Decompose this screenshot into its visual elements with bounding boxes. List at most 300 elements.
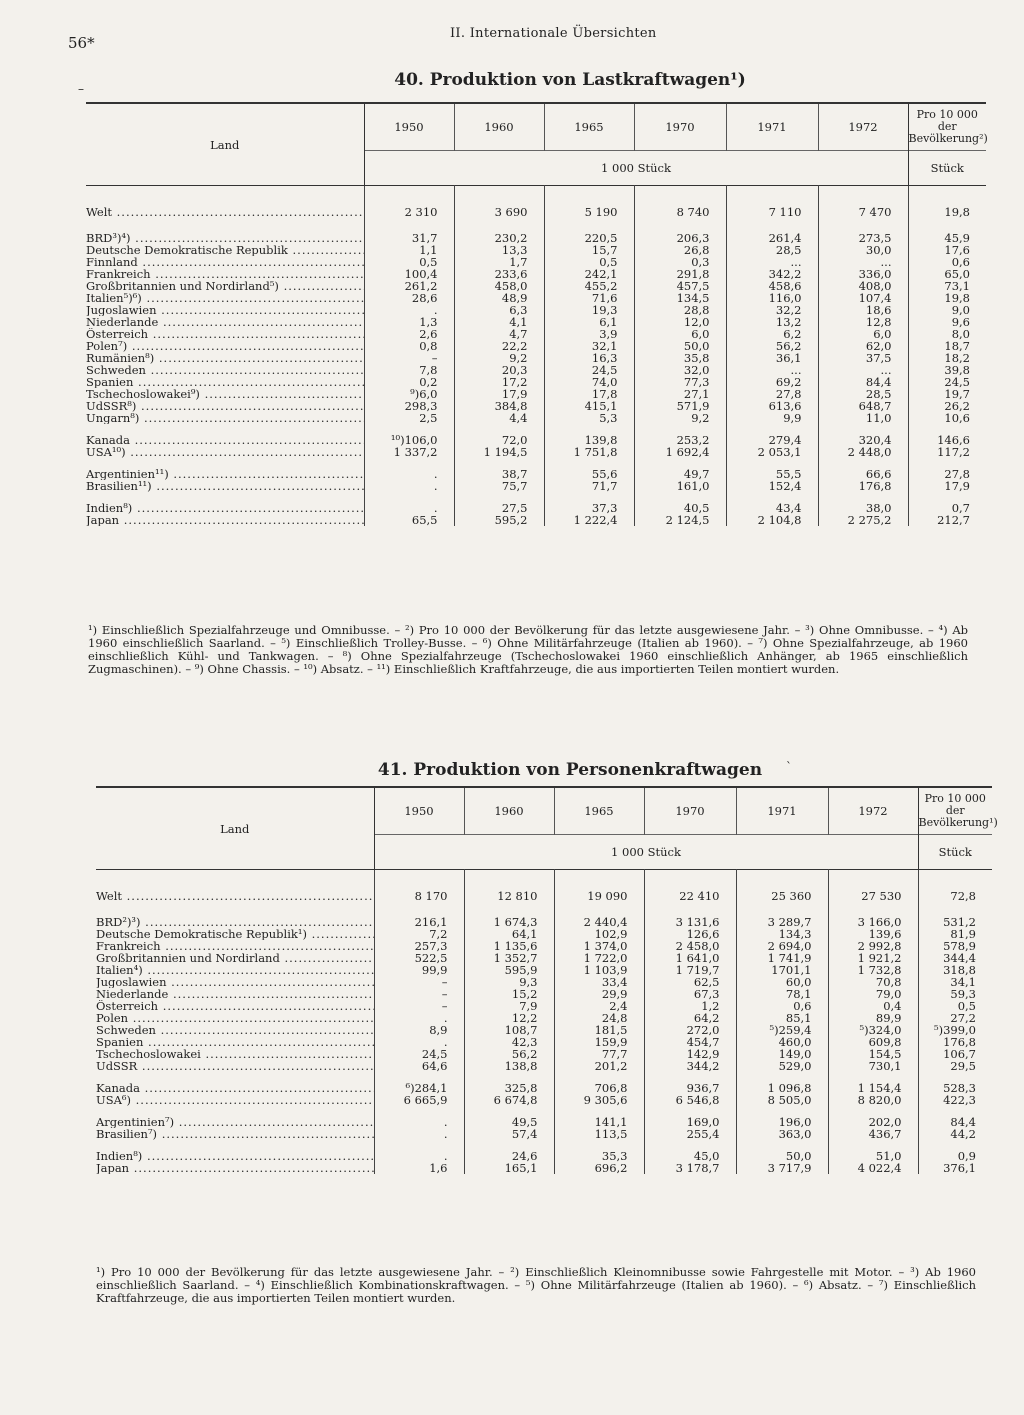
value-cell: 64,1 [464, 928, 554, 940]
value-cell: 9,2 [634, 412, 726, 424]
value-cell: 202,0 [828, 1116, 918, 1128]
value-cell: 261,2 [364, 280, 454, 292]
value-cell: 24,5 [374, 1048, 464, 1060]
value-cell: 77,7 [554, 1048, 644, 1060]
table-row [86, 268, 986, 280]
spacer-cell [86, 218, 364, 232]
value-cell: 71,7 [544, 480, 634, 492]
value-cell: 730,1 [828, 1060, 918, 1072]
per-capita-cell: 9,6 [908, 316, 986, 328]
country-label: Kanada ..... [86, 434, 364, 446]
value-cell: 78,1 [736, 988, 828, 1000]
per-capita-cell: 17,9 [908, 480, 986, 492]
country-name [86, 268, 364, 280]
table-row [96, 1060, 992, 1072]
unit-header: 1 000 Stück [374, 835, 918, 870]
country-label: Schweden ..... [86, 364, 364, 376]
value-cell: 272,0 [644, 1024, 736, 1036]
value-cell: 325,8 [464, 1082, 554, 1094]
value-cell: 2 448,0 [818, 446, 908, 458]
value-cell: 161,0 [634, 480, 726, 492]
country-name [86, 434, 364, 446]
spacer-cell [454, 424, 544, 434]
spacer-cell [364, 218, 454, 232]
country-label: Kanada ..... [96, 1082, 374, 1094]
per-capita-cell: 528,3 [918, 1082, 992, 1094]
unit-header: 1 000 Stück [364, 151, 908, 186]
value-cell: 0,8 [364, 340, 454, 352]
country-label: Welt ..... [96, 889, 374, 902]
value-cell: 273,5 [818, 232, 908, 244]
value-cell: 206,3 [634, 232, 726, 244]
value-cell: 6 546,8 [644, 1094, 736, 1106]
country-name [86, 244, 364, 256]
year-header: 1965 [554, 787, 644, 835]
value-cell: 8,9 [374, 1024, 464, 1036]
country-label: Tschechoslowakei ..... [96, 1048, 374, 1060]
value-cell: 67,3 [644, 988, 736, 1000]
stray-mark: ` [786, 760, 792, 774]
value-cell: 169,0 [644, 1116, 736, 1128]
value-cell: 7 110 [726, 186, 818, 219]
value-cell: 8 820,0 [828, 1094, 918, 1106]
spacer-cell [828, 1140, 918, 1150]
per-capita-cell: 73,1 [908, 280, 986, 292]
value-cell: 32,0 [634, 364, 726, 376]
value-cell: 196,0 [736, 1116, 828, 1128]
spacer-cell [828, 902, 918, 916]
year-header: 1960 [454, 103, 544, 151]
spacer-cell [364, 492, 454, 502]
country-label: Österreich ..... [96, 1000, 374, 1012]
country-name [86, 256, 364, 268]
per-capita-cell: 72,8 [918, 870, 992, 903]
country-label: Spanien ..... [96, 1036, 374, 1048]
value-cell: 66,6 [818, 468, 908, 480]
unit-per-header: Stück [908, 151, 986, 186]
value-cell: 139,8 [544, 434, 634, 446]
table-row [86, 232, 986, 244]
spacer-row [96, 902, 992, 916]
value-cell: 408,0 [818, 280, 908, 292]
value-cell: 139,6 [828, 928, 918, 940]
country-name [96, 940, 374, 952]
table-row [96, 870, 992, 903]
spacer-cell [726, 492, 818, 502]
per-capita-cell: 0,7 [908, 502, 986, 514]
table-row [96, 976, 992, 988]
per-capita-cell: 59,3 [918, 988, 992, 1000]
country-name [96, 928, 374, 940]
value-cell: 159,9 [554, 1036, 644, 1048]
value-cell: 12,2 [464, 1012, 554, 1024]
per-capita-cell: 27,2 [918, 1012, 992, 1024]
table-40 [86, 102, 986, 526]
spacer-cell [544, 492, 634, 502]
value-cell: 37,3 [544, 502, 634, 514]
value-cell: 1 103,9 [554, 964, 644, 976]
value-cell: 0,5 [364, 256, 454, 268]
value-cell: 149,0 [736, 1048, 828, 1060]
spacer-row [86, 424, 986, 434]
country-label: BRD³)⁴) ..... [86, 232, 364, 244]
per-capita-cell: 19,8 [908, 292, 986, 304]
value-cell: 75,7 [454, 480, 544, 492]
value-cell: 3 166,0 [828, 916, 918, 928]
per-capita-cell: 18,7 [908, 340, 986, 352]
spacer-cell [736, 902, 828, 916]
value-cell: 4,7 [454, 328, 544, 340]
value-cell: 253,2 [634, 434, 726, 446]
section-header: II. Internationale Übersichten [450, 26, 657, 41]
value-cell: 2,6 [364, 328, 454, 340]
table-row [86, 352, 986, 364]
country-label: Finnland ..... [86, 256, 364, 268]
value-cell: 134,3 [736, 928, 828, 940]
value-cell: 38,0 [818, 502, 908, 514]
value-cell: 17,8 [544, 388, 634, 400]
value-cell: 142,9 [644, 1048, 736, 1060]
per-capita-cell: 0,5 [918, 1000, 992, 1012]
country-name [96, 1094, 374, 1106]
value-cell: 2 992,8 [828, 940, 918, 952]
value-cell: 6,0 [818, 328, 908, 340]
country-label: Deutsche Demokratische Republik¹) ..... [96, 928, 374, 940]
spacer-cell [908, 218, 986, 232]
spacer-cell [634, 218, 726, 232]
country-name [96, 1060, 374, 1072]
value-cell: 12 810 [464, 870, 554, 903]
country-name [86, 514, 364, 526]
country-name [96, 1048, 374, 1060]
country-name [86, 364, 364, 376]
value-cell: 77,3 [634, 376, 726, 388]
country-name [96, 1012, 374, 1024]
value-cell: 8 505,0 [736, 1094, 828, 1106]
country-name [96, 1036, 374, 1048]
value-cell: 24,8 [554, 1012, 644, 1024]
country-label: UdSSR ..... [96, 1060, 374, 1072]
value-cell: 181,5 [554, 1024, 644, 1036]
value-cell: 74,0 [544, 376, 634, 388]
value-cell: 1 674,3 [464, 916, 554, 928]
value-cell: 595,2 [454, 514, 544, 526]
value-cell: 22,2 [454, 340, 544, 352]
value-cell: 9,3 [464, 976, 554, 988]
table-41-footnotes [96, 1266, 976, 1305]
spacer-row [86, 492, 986, 502]
value-cell: 1 222,4 [544, 514, 634, 526]
value-cell: 20,3 [454, 364, 544, 376]
spacer-cell [454, 458, 544, 468]
value-cell: 126,6 [644, 928, 736, 940]
value-cell: 6,0 [634, 328, 726, 340]
page-number: 56* [68, 34, 95, 52]
per-capita-cell: 0,9 [918, 1150, 992, 1162]
value-cell: 0,4 [828, 1000, 918, 1012]
value-cell: 40,5 [634, 502, 726, 514]
value-cell: 216,1 [374, 916, 464, 928]
value-cell: 1,2 [644, 1000, 736, 1012]
value-cell: 32,1 [544, 340, 634, 352]
value-cell: 4 022,4 [828, 1162, 918, 1174]
value-cell: 51,0 [828, 1150, 918, 1162]
value-cell: 2,4 [554, 1000, 644, 1012]
value-cell: 0,2 [364, 376, 454, 388]
table-40-footnotes [88, 624, 968, 676]
country-name [86, 376, 364, 388]
per-capita-cell: 19,7 [908, 388, 986, 400]
value-cell: 291,8 [634, 268, 726, 280]
table-row [96, 1048, 992, 1060]
table-row [96, 988, 992, 1000]
value-cell: 1 692,4 [634, 446, 726, 458]
spacer-cell [818, 492, 908, 502]
per-capita-cell: 117,2 [908, 446, 986, 458]
year-header: 1972 [828, 787, 918, 835]
value-cell: 102,9 [554, 928, 644, 940]
value-cell: 28,5 [818, 388, 908, 400]
spacer-row [96, 1140, 992, 1150]
country-label: Spanien ..... [86, 376, 364, 388]
value-cell: 22 410 [644, 870, 736, 903]
value-cell: ⁵)324,0 [828, 1024, 918, 1036]
value-cell: 1 751,8 [544, 446, 634, 458]
table-row [86, 376, 986, 388]
value-cell: 43,4 [726, 502, 818, 514]
value-cell: 613,6 [726, 400, 818, 412]
country-name [96, 1162, 374, 1174]
per-capita-cell: 45,9 [908, 232, 986, 244]
value-cell: 65,5 [364, 514, 454, 526]
value-cell: ... [818, 256, 908, 268]
table-row [96, 1094, 992, 1106]
value-cell: – [374, 988, 464, 1000]
value-cell: 344,2 [644, 1060, 736, 1072]
value-cell: 1,7 [454, 256, 544, 268]
value-cell: 24,5 [544, 364, 634, 376]
value-cell: 233,6 [454, 268, 544, 280]
value-cell: ... [726, 256, 818, 268]
country-label: Polen ..... [96, 1012, 374, 1024]
value-cell: 706,8 [554, 1082, 644, 1094]
value-cell: 6,3 [454, 304, 544, 316]
spacer-row [96, 1106, 992, 1116]
value-cell: 15,2 [464, 988, 554, 1000]
value-cell: 8 170 [374, 870, 464, 903]
value-cell: . [364, 304, 454, 316]
value-cell: 201,2 [554, 1060, 644, 1072]
value-cell: 220,5 [544, 232, 634, 244]
country-name [86, 316, 364, 328]
spacer-cell [726, 458, 818, 468]
value-cell: 55,5 [726, 468, 818, 480]
country-label: Österreich ..... [86, 328, 364, 340]
country-name [86, 232, 364, 244]
value-cell: 0,5 [544, 256, 634, 268]
year-header: 1950 [364, 103, 454, 151]
year-header: 1970 [634, 103, 726, 151]
country-name [96, 1082, 374, 1094]
country-label: Schweden ..... [96, 1024, 374, 1036]
country-label: Japan ..... [96, 1162, 374, 1174]
value-cell: 56,2 [464, 1048, 554, 1060]
table-41 [96, 786, 998, 1175]
spacer-cell [86, 458, 364, 468]
value-cell: 27 530 [828, 870, 918, 903]
per-capita-cell: 422,3 [918, 1094, 992, 1106]
value-cell: 3 178,7 [644, 1162, 736, 1174]
country-name [86, 352, 364, 364]
spacer-cell [634, 492, 726, 502]
per-capita-header: Pro 10 000 der Bevölkerung²) [908, 103, 986, 151]
country-name [86, 480, 364, 492]
country-name [86, 400, 364, 412]
value-cell: 36,1 [726, 352, 818, 364]
value-cell: 458,0 [454, 280, 544, 292]
country-name [86, 186, 364, 219]
value-cell: 2 310 [364, 186, 454, 219]
per-capita-cell: 34,1 [918, 976, 992, 988]
value-cell: 436,7 [828, 1128, 918, 1140]
value-cell: 9,9 [726, 412, 818, 424]
value-cell: 27,5 [454, 502, 544, 514]
table-row [86, 364, 986, 376]
value-cell: 45,0 [644, 1150, 736, 1162]
spacer-cell [818, 458, 908, 468]
table-row [86, 244, 986, 256]
value-cell: 13,3 [454, 244, 544, 256]
value-cell: 595,9 [464, 964, 554, 976]
value-cell: 18,6 [818, 304, 908, 316]
footnote-text: ¹) Pro 10 000 der Bevölkerung für das letzte ausgewiesene Jahr. – ²) Einschließlich Kleinomnibusse sowie Fahrgestelle mit Motor. – ³) Ab 1960 einschließlich Saarland. – ⁴) Einschließlich Kombinationskraftwagen. – ⁵) Ohne Militärfahrzeuge (Italien ab 1960). – ⁶) Absatz. – ⁷) Einschließlich Kraftfahrzeuge, die aus importierten Teilen montiert wurden. [96, 1265, 976, 1305]
land-header: Land [210, 137, 240, 152]
country-label: Argentinien¹¹) ..... [86, 468, 364, 480]
spacer-cell [454, 218, 544, 232]
spacer-cell [918, 902, 992, 916]
value-cell: 460,0 [736, 1036, 828, 1048]
spacer-cell [374, 1106, 464, 1116]
value-cell: 141,1 [554, 1116, 644, 1128]
country-label: Jugoslawien ..... [86, 304, 364, 316]
value-cell: 17,2 [454, 376, 544, 388]
value-cell: 71,6 [544, 292, 634, 304]
value-cell: – [364, 352, 454, 364]
spacer-cell [544, 218, 634, 232]
table-row [96, 1128, 992, 1140]
value-cell: 1 352,7 [464, 952, 554, 964]
table-row [96, 1116, 992, 1128]
table-row [96, 1012, 992, 1024]
value-cell: 279,4 [726, 434, 818, 446]
country-label: Italien⁴) ..... [96, 964, 374, 976]
year-header: 1965 [544, 103, 634, 151]
spacer-cell [86, 424, 364, 434]
year-header: 1950 [374, 787, 464, 835]
table-row [86, 400, 986, 412]
table-40-body [86, 186, 986, 527]
spacer-cell [86, 492, 364, 502]
value-cell: 27,8 [726, 388, 818, 400]
table-row [86, 446, 986, 458]
country-name [86, 502, 364, 514]
value-cell: ¹⁰)106,0 [364, 434, 454, 446]
year-header: 1970 [644, 787, 736, 835]
value-cell: 384,8 [454, 400, 544, 412]
value-cell: 415,1 [544, 400, 634, 412]
spacer-cell [634, 458, 726, 468]
country-label: USA⁶) ..... [96, 1094, 374, 1106]
value-cell: 69,2 [726, 376, 818, 388]
per-capita-cell: 531,2 [918, 916, 992, 928]
value-cell: 35,3 [554, 1150, 644, 1162]
value-cell: 165,1 [464, 1162, 554, 1174]
spacer-cell [96, 1106, 374, 1116]
value-cell: 1701,1 [736, 964, 828, 976]
value-cell: 89,9 [828, 1012, 918, 1024]
table-row [86, 280, 986, 292]
value-cell: 50,0 [634, 340, 726, 352]
spacer-cell [918, 1140, 992, 1150]
value-cell: 0,6 [736, 1000, 828, 1012]
per-capita-cell: 19,8 [908, 186, 986, 219]
country-name [86, 388, 364, 400]
table-row [86, 468, 986, 480]
value-cell: 152,4 [726, 480, 818, 492]
value-cell: 6 665,9 [374, 1094, 464, 1106]
table-row [96, 1036, 992, 1048]
value-cell: 70,8 [828, 976, 918, 988]
value-cell: 648,7 [818, 400, 908, 412]
value-cell: 28,5 [726, 244, 818, 256]
value-cell: . [374, 1116, 464, 1128]
per-capita-cell: 26,2 [908, 400, 986, 412]
table-row [86, 480, 986, 492]
value-cell: 1 096,8 [736, 1082, 828, 1094]
per-capita-cell: 81,9 [918, 928, 992, 940]
value-cell: 3 717,9 [736, 1162, 828, 1174]
value-cell: 1,6 [374, 1162, 464, 1174]
value-cell: 2 053,1 [726, 446, 818, 458]
spacer-cell [464, 1106, 554, 1116]
per-capita-cell: 9,0 [908, 304, 986, 316]
value-cell: 571,9 [634, 400, 726, 412]
value-cell: 1 337,2 [364, 446, 454, 458]
value-cell: 609,8 [828, 1036, 918, 1048]
value-cell: 57,4 [464, 1128, 554, 1140]
value-cell: . [364, 468, 454, 480]
value-cell: 455,2 [544, 280, 634, 292]
country-label: Großbritannien und Nordirland ..... [96, 952, 374, 964]
table-row [86, 256, 986, 268]
footnote-text: ¹) Einschließlich Spezialfahrzeuge und Omnibusse. – ²) Pro 10 000 der Bevölkerung für das letzte ausgewiesene Jahr. – ³) Ohne Omnibusse. – ⁴) Ab 1960 einschließlich Saarland. – ⁵) Einschließlich Trolley-Busse. – ⁶) Ohne Militärfahrzeuge (Italien ab 1960). – ⁷) Ohne Spezialfahrzeuge, ab 1960 einschließlich Kühl- und Tankwagen. – ⁸) Ohne Spezialfahrzeuge (Tschechoslowakei 1960 einschließlich Anhänger, ab 1965 einschließlich Zugmaschinen). – ⁹) Ohne Chassis. – ¹⁰) Absatz. – ¹¹) Einschließlich Kraftfahrzeuge, die aus importierten Teilen montiert wurden. [88, 623, 968, 676]
country-label: Ungarn⁸) ..... [86, 412, 364, 424]
value-cell: 2 104,8 [726, 514, 818, 526]
value-cell: 1 374,0 [554, 940, 644, 952]
per-capita-cell: ⁵)399,0 [918, 1024, 992, 1036]
per-capita-cell: 212,7 [908, 514, 986, 526]
country-label: Rumänien⁸) ..... [86, 352, 364, 364]
value-cell: 7,8 [364, 364, 454, 376]
value-cell: 9 305,6 [554, 1094, 644, 1106]
value-cell: 64,2 [644, 1012, 736, 1024]
country-name [86, 280, 364, 292]
value-cell: 1 154,4 [828, 1082, 918, 1094]
country-name [86, 412, 364, 424]
value-cell: . [374, 1036, 464, 1048]
value-cell: 298,3 [364, 400, 454, 412]
value-cell: 99,9 [374, 964, 464, 976]
